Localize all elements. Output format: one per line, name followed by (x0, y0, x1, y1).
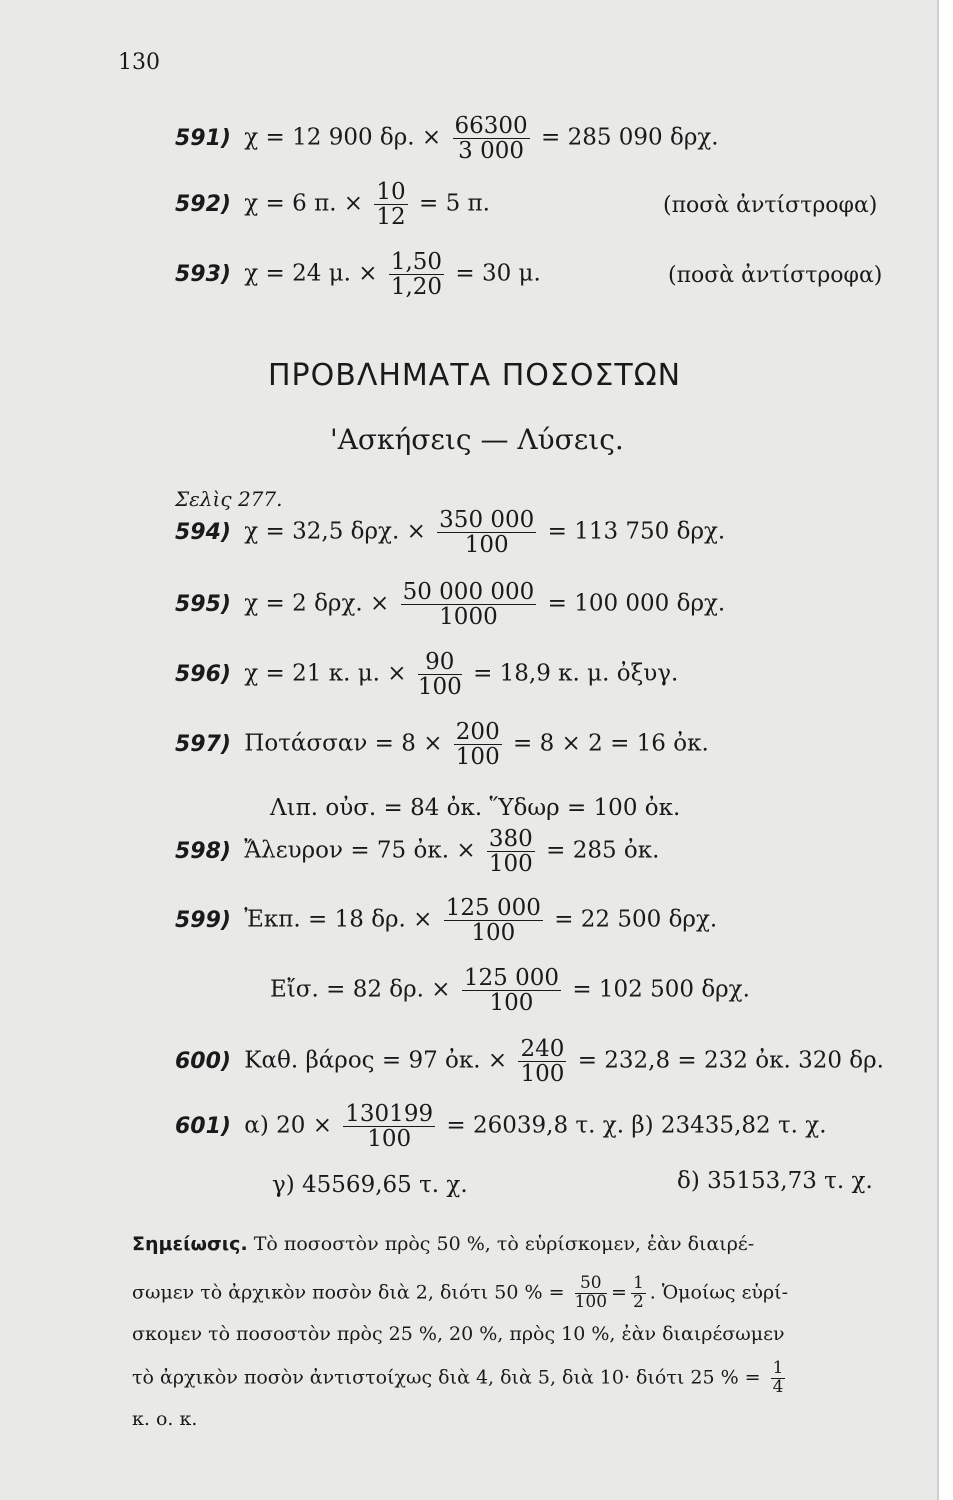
exercise-label: 601) (175, 1113, 231, 1139)
note-heading: Σημείωσις. (132, 1233, 248, 1255)
exercise-599 (175, 896, 717, 945)
expr-post: = 100 000 δρχ. (547, 590, 726, 617)
denominator: 100 (574, 1291, 608, 1312)
expr-post: = 18,9 κ. μ. ὀξυγ. (473, 660, 679, 687)
expr-post: = 232,8 = 232 ὀκ. 320 δρ. (577, 1047, 884, 1074)
exercise-601-gamma: γ) 45569,65 τ. χ. (272, 1172, 468, 1198)
page-number: 130 (118, 50, 160, 75)
expr-post: = 8 × 2 = 16 ὀκ. (513, 730, 709, 757)
exercise-label: 591) (175, 125, 231, 151)
exercise-591 (175, 114, 719, 163)
numerator: 380 (488, 826, 533, 852)
expr-pre: α) 20 × (244, 1112, 332, 1139)
exercise-598 (175, 827, 659, 876)
expr-post: = 102 500 δρχ. (572, 976, 750, 1003)
exercise-596 (175, 650, 678, 699)
note-line-1 (132, 1235, 902, 1254)
numerator: 125 000 (445, 895, 541, 921)
denominator: 1000 (439, 604, 498, 631)
expr-pre: Ἐκπ. = 18 δρ. × (244, 906, 433, 933)
page-edge (937, 0, 953, 1500)
fraction (444, 896, 543, 945)
exercise-label: 593) (175, 261, 231, 287)
denominator: 100 (464, 532, 509, 559)
exercise-595 (175, 580, 725, 629)
exercise-600 (175, 1037, 884, 1086)
exercise-592 (175, 180, 490, 229)
fraction (343, 1102, 435, 1151)
expr-pre: χ = 21 κ. μ. × (244, 660, 407, 687)
note-line-2: σωμεν τὸ ἀρχικὸν ποσὸν διὰ 2, διότι 50 % = $\frac{50}{100}$ = $\frac{1}{2}$ . Ὁμοίως εὑρί- (132, 1273, 789, 1312)
expr-pre: χ = 2 δρχ. × (244, 590, 390, 617)
denominator: 1,20 (390, 274, 443, 301)
denominator: 4 (772, 1376, 784, 1397)
expr-post: = 30 μ. (455, 260, 541, 287)
expr-pre: χ = 6 π. × (244, 190, 364, 217)
exercise-label: 599) (175, 907, 231, 933)
denominator: 100 (520, 1061, 565, 1088)
numerator: 66300 (454, 113, 528, 139)
expr-pre: Εἴσ. = 82 δρ. × (270, 976, 451, 1003)
note-line-4 (132, 1360, 902, 1397)
numerator: 240 (520, 1036, 565, 1062)
denominator: 3 000 (458, 138, 525, 165)
numerator: 1 (772, 1358, 784, 1378)
exercise-label: 600) (175, 1048, 231, 1074)
expr-pre: χ = 24 μ. × (244, 260, 378, 287)
expr-post: = 26039,8 τ. χ. β) 23435,82 τ. χ. (446, 1112, 827, 1139)
section-title: ΠΡΟΒΛΗΜΑΤΑ ΠΟΣΟΣΤΩΝ (268, 358, 682, 393)
numerator: 50 000 000 (402, 579, 535, 605)
numerator: 1 (632, 1273, 644, 1293)
denominator: 12 (376, 204, 406, 231)
section-subtitle: 'Ασκήσεις — Λύσεις. (330, 423, 624, 456)
denominator: 100 (367, 1126, 412, 1153)
fraction (389, 250, 444, 299)
note-line-3: σκομεν τὸ ποσοστὸν πρὸς 25 %, 20 %, πρὸς 10 %, ἐὰν διαιρέσωμεν (132, 1323, 785, 1345)
numerator: 125 000 (463, 965, 559, 991)
fraction (401, 580, 537, 629)
note-inverse-592: (ποσὰ ἀντίστροφα) (663, 193, 878, 218)
exercise-label: 597) (175, 731, 231, 757)
expr-post: = 5 π. (419, 190, 490, 217)
expr-pre: Καθ. βάρος = 97 ὀκ. × (244, 1047, 508, 1074)
denominator: 100 (488, 851, 533, 878)
expr-post: = 285 ὀκ. (546, 837, 660, 864)
exercise-label: 592) (175, 191, 231, 217)
fraction (374, 180, 407, 229)
exercise-597 (175, 720, 709, 769)
fraction (771, 1360, 786, 1397)
expr-post: = 285 090 δρχ. (540, 124, 719, 151)
expr-pre: χ = 32,5 δρχ. × (244, 518, 426, 545)
numerator: 90 (418, 650, 462, 675)
expr-pre: Ἄλευρον = 75 ὀκ. × (244, 837, 476, 864)
fraction (462, 966, 561, 1015)
note-text: σωμεν τὸ ἀρχικὸν ποσὸν διὰ 2, διότι 50 % = (132, 1281, 565, 1304)
exercise-599-cont (270, 966, 750, 1015)
exercise-597-cont: Λιπ. οὐσ. = 84 ὀκ. Ὕδωρ = 100 ὀκ. (270, 795, 681, 821)
fraction (453, 114, 530, 163)
exercise-593 (175, 250, 541, 299)
fraction (487, 827, 535, 876)
fraction (518, 1037, 566, 1086)
fraction (454, 720, 502, 769)
fraction (631, 1275, 646, 1312)
numerator: 1,50 (390, 249, 443, 275)
denominator: 100 (489, 990, 534, 1017)
denominator: 2 (632, 1291, 644, 1312)
note-text: τὸ ἀρχικὸν ποσὸν ἀντιστοίχως διὰ 4, διὰ 5, διὰ 10· διότι 25 % = (132, 1366, 761, 1389)
numerator: 130199 (345, 1101, 434, 1127)
expr-pre: χ = 12 900 δρ. × (244, 124, 442, 151)
exercise-label: 595) (175, 591, 231, 617)
numerator: 10 (376, 179, 406, 205)
expr-post: = 113 750 δρχ. (547, 518, 726, 545)
exercise-label: 594) (175, 519, 231, 545)
exercise-label: 596) (175, 661, 231, 687)
note-line-5: κ. ο. κ. (132, 1408, 198, 1430)
note-text: Τὸ ποσοστὸν πρὸς 50 %, τὸ εὑρίσκομεν, ἐὰν διαιρέ- (253, 1233, 755, 1255)
denominator: 100 (417, 674, 462, 701)
exercise-601 (175, 1102, 827, 1151)
exercise-601-delta: δ) 35153,73 τ. χ. (677, 1168, 873, 1194)
page-reference: Σελὶς 277. (175, 487, 283, 511)
expr-pre: Ποτάσσαν = 8 × (244, 730, 443, 757)
fraction (575, 1275, 607, 1312)
numerator: 350 000 (439, 507, 535, 533)
fraction (418, 650, 462, 699)
numerator: 200 (455, 719, 500, 745)
exercise-594 (175, 508, 725, 557)
fraction (437, 508, 536, 557)
note-text: . Ὁμοίως εὑρί- (649, 1281, 789, 1304)
expr-post: = 22 500 δρχ. (554, 906, 718, 933)
note-inverse-593: (ποσὰ ἀντίστροφα) (668, 263, 883, 288)
exercise-label: 598) (175, 838, 231, 864)
denominator: 100 (471, 920, 516, 947)
denominator: 100 (455, 744, 500, 771)
numerator: 50 (575, 1275, 607, 1294)
